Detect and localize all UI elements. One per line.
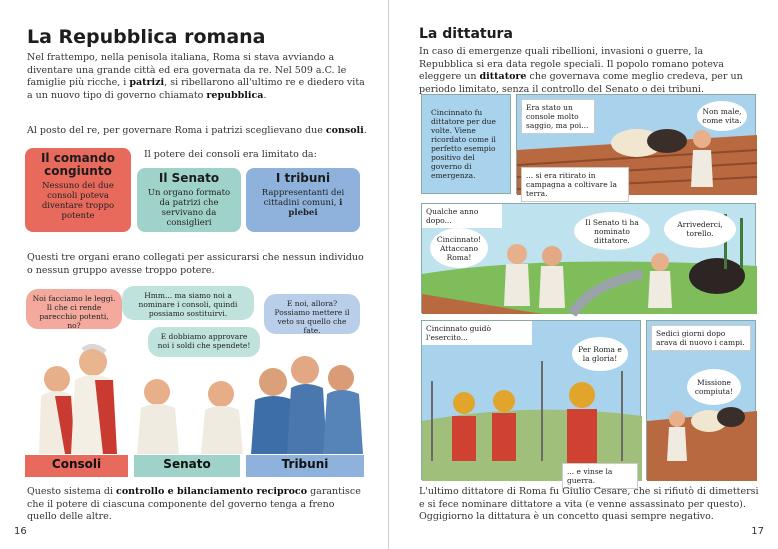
page-title: La dittatura <box>419 26 513 42</box>
label-senato: Senato <box>134 455 240 477</box>
label-consoli: Consoli <box>25 455 128 477</box>
panel5-speech-bubble: Missione compiuta! <box>687 369 741 405</box>
footer-paragraph: Questo sistema di controllo e bilanciamento reciproco garantisce che il potere di ciascuna componente del governo tenga a freno quello delle altre. <box>27 486 361 522</box>
label-tribuni: Tribuni <box>246 455 364 477</box>
panel3-caption: Qualche anno dopo... <box>422 204 502 228</box>
panel2-speech-bubble: Non male, come vita. <box>697 101 747 131</box>
tribune-figure-3 <box>323 365 363 454</box>
comic-panel-4 <box>421 320 641 485</box>
limit-text: Il potere dei consoli era limitato da: <box>144 149 317 160</box>
organs-paragraph: Questi tre organi erano collegati per assicurarsi che nessun individuo o nessun gruppo avesse troppo potere. <box>27 252 364 276</box>
speech-bubble-tribuni: E noi, allora? Possiamo mettere il veto su quello che fate. <box>264 294 360 334</box>
tribune-figure-2 <box>287 356 327 454</box>
page-number: 17 <box>751 526 764 537</box>
intro-paragraph: Nel frattempo, nella penisola italiana, Roma si stava avviando a diventare una grande città ed era governata da re. Nel 509 a.C. le famiglie più ricche, i patrizi, si ribellarono all'ultimo re e diedero vita a un nuovo tipo di governo chiamato repubblica. <box>27 52 365 101</box>
panel4-speech-bubble: Per Roma e la gloria! <box>572 337 628 371</box>
senator-figure-1 <box>137 379 179 454</box>
comic-panel-2 <box>516 94 756 198</box>
box-senato: Il Senato Un organo formato da patrizi che servivano da consiglieri <box>137 168 241 232</box>
speech-bubble-consoli: Noi facciamo le leggi. Il che ci rende parecchio potenti, no? <box>26 289 122 329</box>
intro-paragraph: In caso di emergenze quali ribellioni, invasioni o guerre, la Repubblica si era data regole speciali. Il popolo romano poteva eleggere un dittatore che governava come meglio credeva, per un periodo limitato, senza il controllo del Senato o dei tribuni. <box>419 46 743 95</box>
page-number: 16 <box>14 526 27 537</box>
box-tribuni: I tribuni Rappresentanti dei cittadini comuni, i plebei <box>246 168 360 232</box>
panel3-bubble-3: Arrivederci, torello. <box>664 210 736 248</box>
senator-figure-2 <box>201 381 243 454</box>
panel3-bubble-1: Cincinnato! Attaccano Roma! <box>430 228 488 268</box>
footer-paragraph: L'ultimo dittatore di Roma fu Giulio Cesare, che si rifiutò di dimettersi e si fece nominare dittatore a vita (e venne assassinato per questo). Oggigiorno la dittatura è un concetto quasi sempre negativo. <box>419 486 759 522</box>
consul-figure-2 <box>71 346 117 454</box>
panel5-caption: Sedici giorni dopo arava di nuovo i campi. <box>651 325 751 351</box>
panel3-bubble-2: Il Senato ti ha nominato dittatore. <box>574 212 650 250</box>
page-title: La Repubblica romana <box>27 26 266 48</box>
right-page <box>389 0 778 549</box>
panel4-caption-top: Cincinnato guidò l'esercito... <box>422 321 532 345</box>
speech-bubble-senato-2: E dobbiamo approvare noi i soldi che spendete! <box>148 327 260 357</box>
panel4-caption-bottom: ... e vinse la guerra. <box>562 463 638 489</box>
speech-bubble-senato-1: Hmm... ma siamo noi a nominare i consoli, quindi possiamo sostituirvi. <box>122 286 254 320</box>
comic-panel-3 <box>421 203 756 313</box>
panel2-caption-top: Era stato un console molto saggio, ma poi... <box>521 99 595 134</box>
panel2-caption-bottom: ... si era ritirato in campagna a coltivare la terra. <box>521 167 629 202</box>
comic-panel-1 <box>421 94 511 194</box>
consuls-paragraph: Al posto del re, per governare Roma i patrizi sceglievano due consoli. <box>27 125 367 136</box>
box-comando-congiunto: Il comando congiunto Nessuno dei due consoli poteva diventare troppo potente <box>25 148 131 232</box>
comic-panel-5 <box>646 320 756 480</box>
panel1-caption: Cincinnato fu dittatore per due volte. Viene ricordato come il perfetto esempio positivo del governo di emergenza. <box>431 108 496 180</box>
consul-figure-1 <box>39 366 75 454</box>
